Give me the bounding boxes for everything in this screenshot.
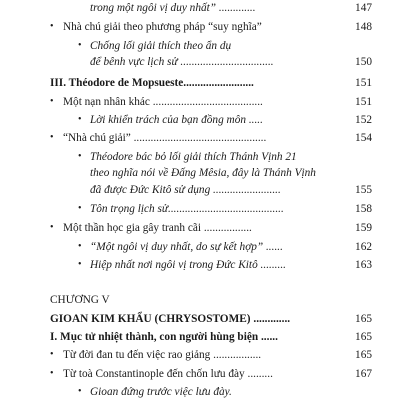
- bullet-icon: •: [50, 132, 54, 143]
- toc-entry: [0, 386, 400, 401]
- toc-entry-title: Hiệp nhất nơi ngôi vị trong Đức Kitô .........: [90, 259, 286, 271]
- toc-entry: [0, 167, 400, 182]
- toc-page-number: 165: [355, 313, 372, 325]
- toc-entry-title: trong một ngôi vị duy nhất” .............: [90, 2, 256, 14]
- toc-entry-title: Nhà chú giải theo phương pháp “suy nghĩa”: [63, 21, 262, 33]
- toc-entry-title: “Nhà chú giải” ...............................................: [63, 132, 267, 144]
- toc-entry-title: theo nghĩa nói về Đấng Mêsia, đây là Thánh Vịnh: [90, 167, 316, 179]
- toc-page-number: 154: [355, 132, 372, 144]
- toc-entry: [0, 259, 400, 274]
- toc-page-number: 165: [355, 349, 372, 361]
- toc-entry: [0, 184, 400, 199]
- toc-entry: [0, 2, 400, 17]
- toc-entry: [0, 368, 400, 383]
- toc-entry-title: Théodore bác bỏ lối giải thích Thánh Vịnh 21: [90, 151, 297, 163]
- bullet-icon: •: [78, 259, 82, 270]
- bullet-icon: •: [78, 151, 82, 162]
- toc-page-number: 165: [355, 331, 372, 343]
- bullet-icon: •: [78, 386, 82, 397]
- bullet-icon: •: [78, 114, 82, 125]
- toc-entry-title: để bênh vực lịch sử .................................: [90, 56, 274, 68]
- toc-entry-title: Từ đời đan tu đến việc rao giảng .................: [63, 349, 262, 361]
- toc-page-number: 152: [355, 114, 372, 126]
- bullet-icon: •: [78, 40, 82, 51]
- toc-entry-title: I. Mục tử nhiệt thành, con người hùng biện ......: [50, 331, 278, 343]
- toc-entry-title: Chống lối giải thích theo ẩn dụ: [90, 40, 232, 52]
- bullet-icon: •: [50, 222, 54, 233]
- toc-entry: [0, 151, 400, 166]
- bullet-icon: •: [78, 241, 82, 252]
- toc-entry: [0, 40, 400, 55]
- toc-entry-title: “Một ngôi vị duy nhất, do sự kết hợp” ......: [90, 241, 283, 253]
- toc-entry: [0, 331, 400, 346]
- toc-entry-title: III. Théodore de Mopsueste.........................: [50, 77, 254, 89]
- toc-entry: [0, 313, 400, 328]
- toc-entry-title: GIOAN KIM KHẨU (CHRYSOSTOME) .............: [50, 313, 291, 325]
- toc-entry: [0, 56, 400, 71]
- toc-page-number: 167: [355, 368, 372, 380]
- toc-entry: [0, 349, 400, 364]
- toc-entry-title: Gioan đứng trước việc lưu đày.: [90, 386, 232, 398]
- toc-entry: [0, 114, 400, 129]
- toc-page-number: 158: [355, 203, 372, 215]
- chapter-heading: CHƯƠNG V: [50, 294, 110, 306]
- bullet-icon: •: [50, 21, 54, 32]
- toc-page-number: 159: [355, 222, 372, 234]
- toc-entry-title: đã được Đức Kitô sử dụng ........................: [90, 184, 281, 196]
- toc-entry-title: Một nạn nhân khác .......................................: [63, 96, 263, 108]
- bullet-icon: •: [78, 203, 82, 214]
- toc-entry: [0, 241, 400, 256]
- toc-entry: [0, 77, 400, 92]
- toc-page-number: 162: [355, 241, 372, 253]
- bullet-icon: •: [50, 96, 54, 107]
- toc-page-number: 151: [355, 96, 372, 108]
- toc-entry-title: Một thần học gia gây tranh cãi .................: [63, 222, 252, 234]
- toc-page-number: 147: [355, 2, 372, 14]
- toc-page-number: 163: [355, 259, 372, 271]
- toc-entry: [0, 132, 400, 147]
- toc-entry: [0, 96, 400, 111]
- bullet-icon: •: [50, 368, 54, 379]
- toc-page-number: 155: [355, 184, 372, 196]
- toc-entry: [0, 21, 400, 36]
- toc-page-number: 150: [355, 56, 372, 68]
- toc-page-number: 148: [355, 21, 372, 33]
- toc-entry-title: Tôn trọng lịch sử.........................................: [90, 203, 284, 215]
- toc-entry-title: Từ toà Constantinople đến chốn lưu đày .........: [63, 368, 273, 380]
- toc-entry-title: Lời khiển trách của bạn đồng môn .....: [90, 114, 263, 126]
- bullet-icon: •: [50, 349, 54, 360]
- toc-page-number: 151: [355, 77, 372, 89]
- toc-entry: [0, 222, 400, 237]
- toc-entry: [0, 294, 400, 309]
- toc-entry: [0, 203, 400, 218]
